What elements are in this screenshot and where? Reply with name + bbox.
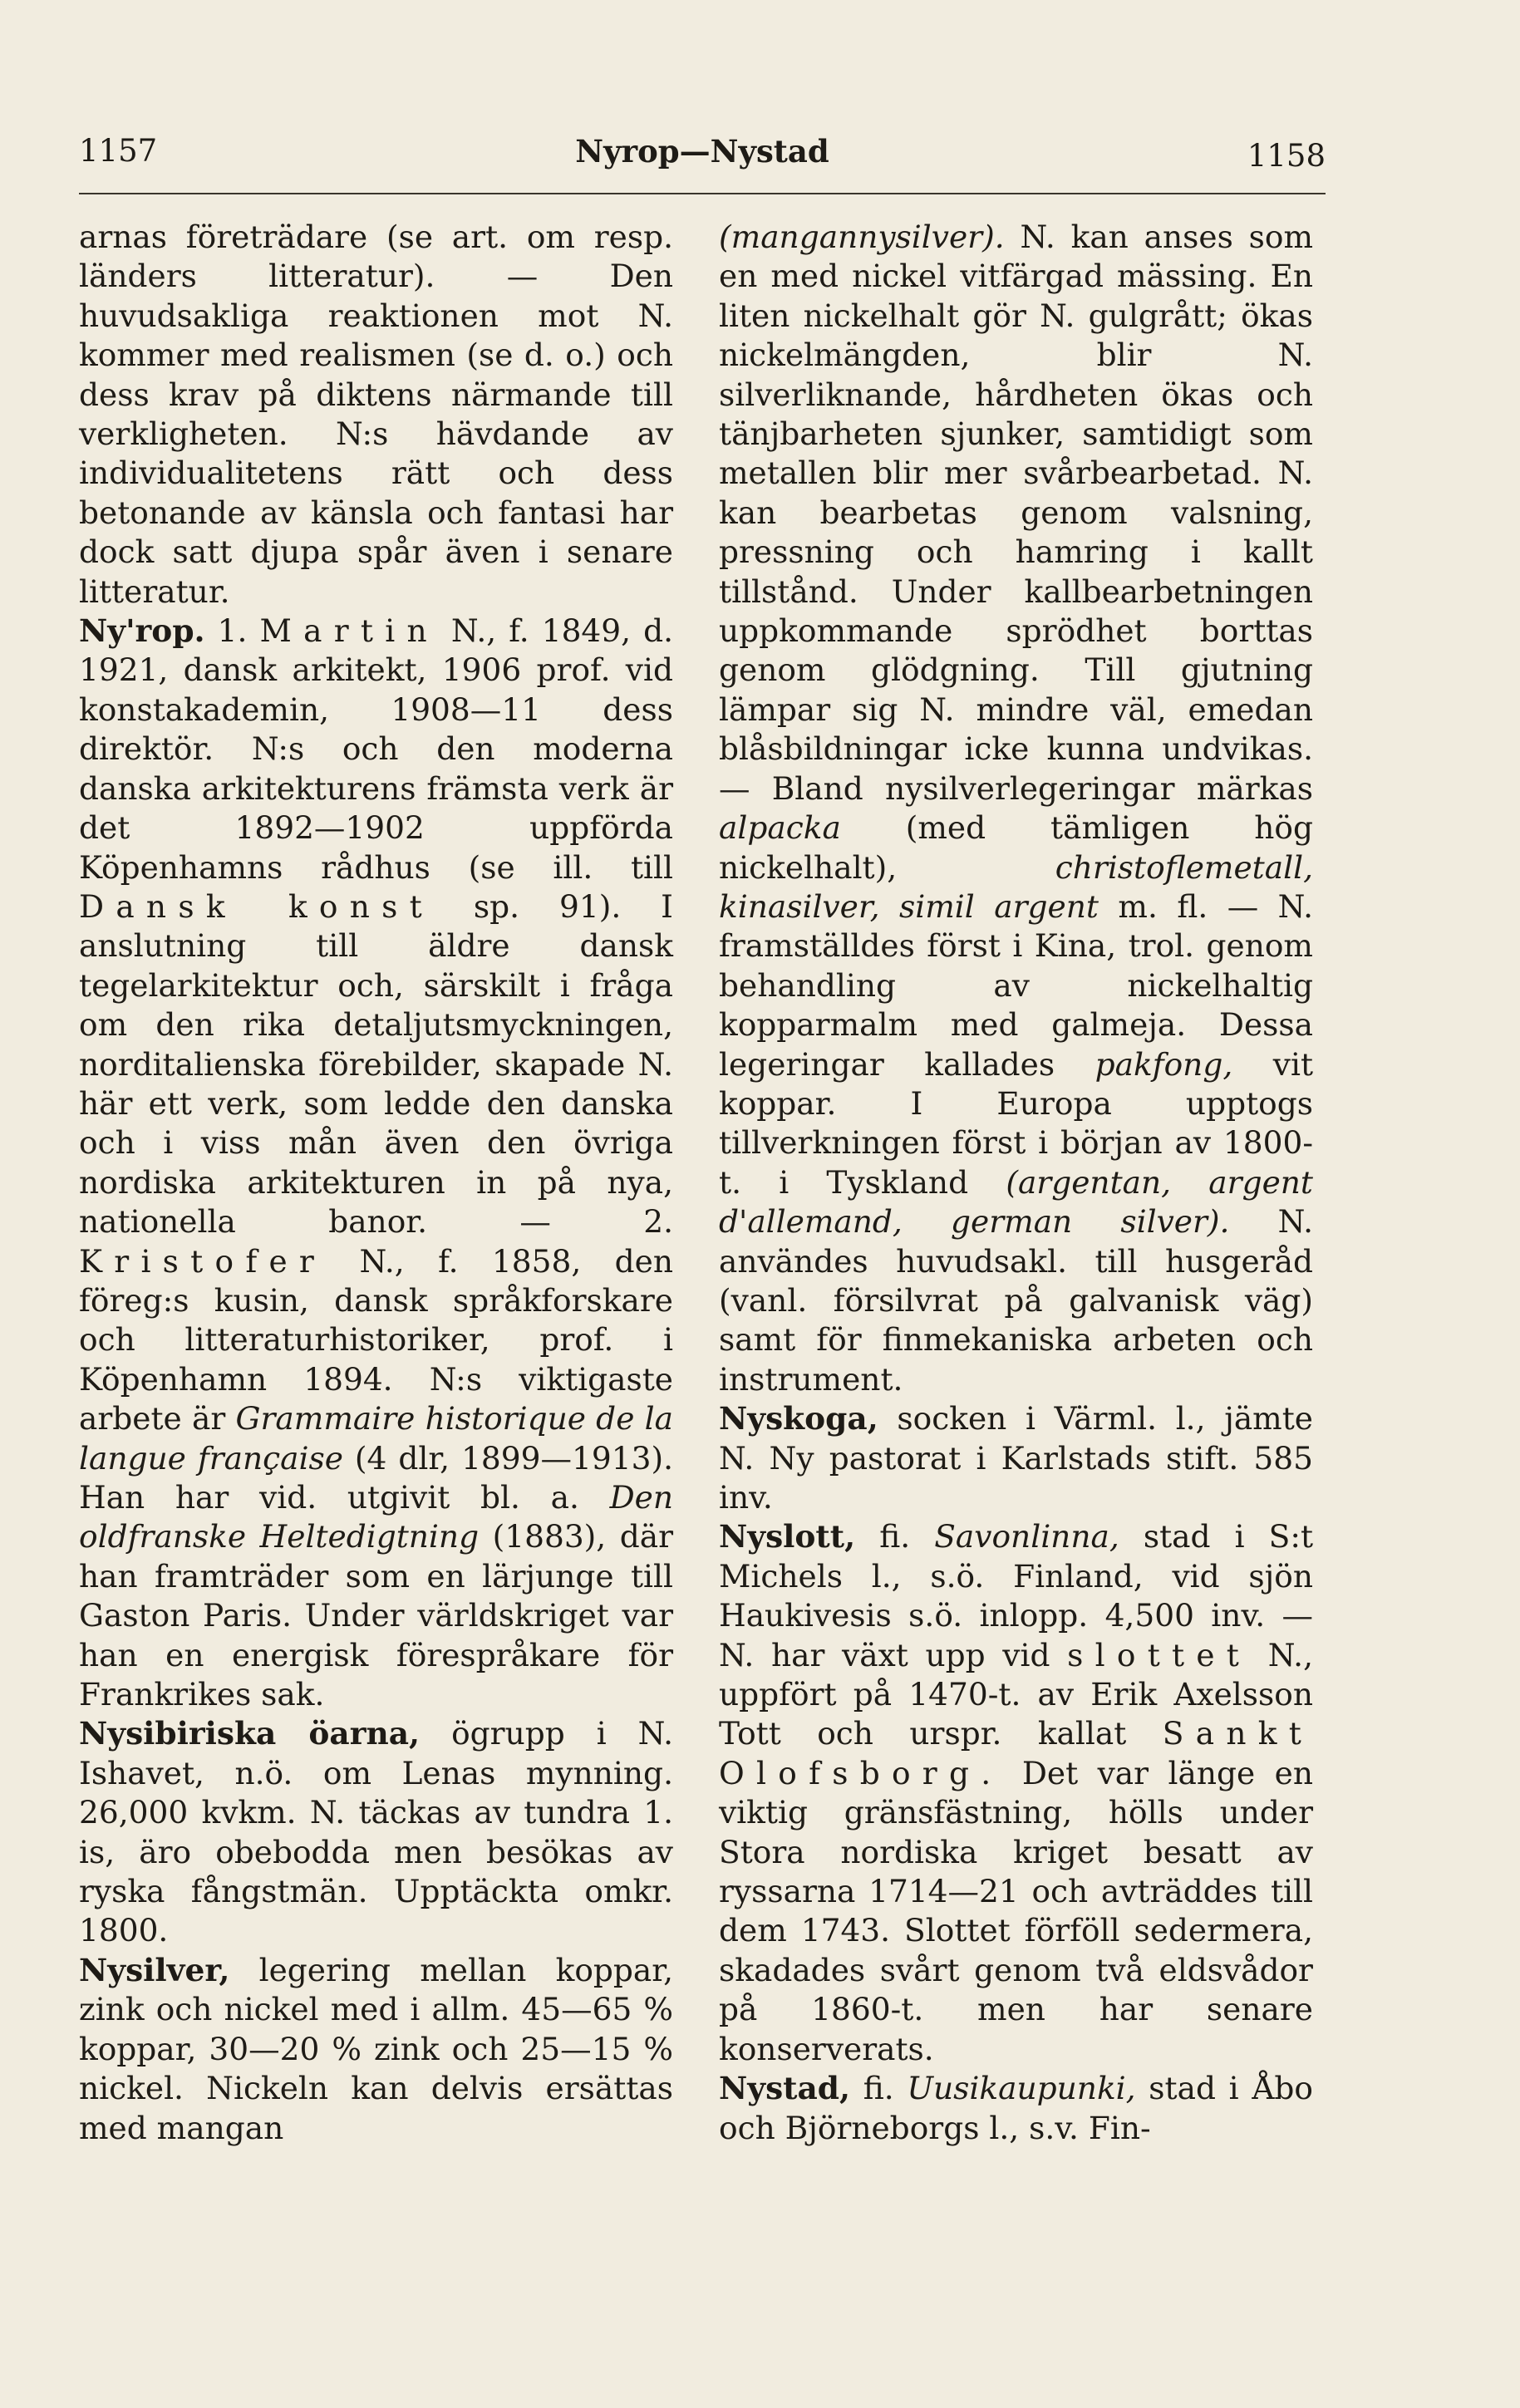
entry-nyrop: Ny'rop. 1. Martin N., f. 1849, d. 1921, dansk arkitekt, 1906 prof. vid konstakademin, 1908—11 dess direktör. N:s och den moderna danska arkitekturens främsta verk är det 1892—1902 uppförda Köpenhamns rådhus (se ill. till Dansk konst sp. 91). I anslutning till äldre dansk tegelarkitektur och, särskilt i fråga om den rika detaljutsmyckningen, norditalienska förebilder, skapade N. här ett verk, som ledde den danska och i viss mån även den övriga nordiska arkitekturen in på nya, nationella banor. — 2. Kristofer N., f. 1858, den föreg:s kusin, dansk språkforskare och litteraturhistoriker, prof. i Köpenhamn 1894. N:s viktigaste arbete är Grammaire historique de la langue française (4 dlr, 1899—1913). Han har vid. utgivit bl. a. Den oldfranske Heltedigtning (1883), där han framträder som en lärjunge till Gaston Paris. Under världskriget var han en energisk förespråkare för Frankrikes sak.: [79, 612, 674, 1713]
entry-nyslott: Nyslott, fi. Savonlinna, stad i S:t Michels l., s.ö. Finland, vid sjön Haukivesis s.ö. inlopp. 4,500 inv. — N. har växt upp vid slottet N., uppfört på 1470-t. av Erik Axelsson Tott och urspr. kallat Sankt Olofsborg. Det var länge en viktig gränsfästning, hölls under Stora nordiska kriget besatt av ryssarna 1714—21 och avträddes till dem 1743. Slottet förföll sedermera, skadades svårt genom två eldsvådor på 1860-t. men har senare konserverats.: [719, 1518, 1314, 2067]
page-header: [79, 133, 1326, 183]
headword-nystad: Nystad,: [719, 2070, 851, 2107]
entry-nystad: Nystad, fi. Uusikaupunki, stad i Åbo och Björneborgs l., s.v. Fin-: [719, 2070, 1314, 2146]
spaced-sankt-olofsborg: Sankt Olofsborg.: [719, 1715, 1314, 1791]
running-title: Nyrop—Nystad: [575, 133, 829, 170]
continued-entry: arnas företrädare (se art. om resp. länders litteratur). — Den huvudsakliga reaktionen mot N. kommer med realismen (se d. o.) och dess krav på diktens närmande till verkligheten. N:s hävdande av individualitetens rätt och dess betonande av känsla och fantasi har dock satt djupa spår även i senare litteratur.: [79, 219, 673, 610]
entry-nysilver-continued: (mangannysilver). N. kan anses som en med nickel vitfärgad mässing. En liten nickelhalt gör N. gulgrått; ökas nickelmängden, blir N. silverliknande, hårdheten ökas och tänjbarheten sjunker, samtidigt som metallen blir mer svårbearbetad. N. kan bearbetas genom valsning, pressning och hamring i kallt tillstånd. Under kallbearbetningen uppkommande sprödhet borttas genom glödgning. Till gjutning lämpar sig N. mindre väl, emedan blåsbildningar icke kunna undvikas. — Bland nysilverlegeringar märkas alpacka (med tämligen hög nickelhalt), christoflemetall, kinasilver, simil argent m. fl. — N. framställdes först i Kina, trol. genom behandling av nickelhaltig kopparmalm med galmeja. Dessa legeringar kallades pakfong, vit koppar. I Europa upptogs tillverkningen först i början av 1800-t. i Tyskland (argentan, argent d'allemand, german silver). N. användes huvudsakl. till husgeråd (vanl. försilvrat på galvanisk väg) samt för finmekaniska arbeten och instrument.: [719, 219, 1314, 1398]
headword-nysibiriska: Nysibiriska öarna,: [79, 1715, 421, 1752]
entry-nyskoga: Nyskoga, socken i Värml. l., jämte N. Ny pastorat i Karlstads stift. 585 inv.: [719, 1400, 1313, 1516]
cross-ref-dansk-konst: Dansk konst: [79, 887, 434, 925]
name-martin: Martin: [259, 612, 439, 650]
work-title-heltedigtning: Den oldfranske Heltedigtning: [79, 1479, 674, 1555]
header-rule: [79, 193, 1326, 194]
page-number-right: 1158: [1247, 138, 1326, 174]
left-column: [79, 218, 673, 2148]
headword-nysilver: Nysilver,: [79, 1951, 230, 1988]
work-title-grammaire: Grammaire historique de la langue française: [79, 1400, 673, 1477]
headword-nyslott: Nyslott,: [719, 1518, 856, 1555]
spaced-slottet: slottet: [1067, 1636, 1252, 1673]
entry-nysibiriska: Nysibiriska öarna, ögrupp i N. Ishavet, n.ö. om Lenas mynning. 26,000 kvkm. N. täckas av tundra 1. is, äro obebodda men besökas av ryska fångstmän. Upptäckta omkr. 1800.: [79, 1715, 674, 1949]
headword-nyrop: Ny'rop.: [79, 612, 205, 650]
headword-nyskoga: Nyskoga,: [719, 1400, 878, 1437]
page-number-left: 1157: [79, 133, 158, 169]
right-column: [719, 218, 1313, 2148]
entry-nysilver: Nysilver, legering mellan koppar, zink och nickel med i allm. 45—65 % koppar, 30—20 % zink och 25—15 % nickel. Nickeln kan delvis ersättas med mangan: [79, 1951, 673, 2146]
name-kristofer: Kristofer: [79, 1242, 327, 1280]
